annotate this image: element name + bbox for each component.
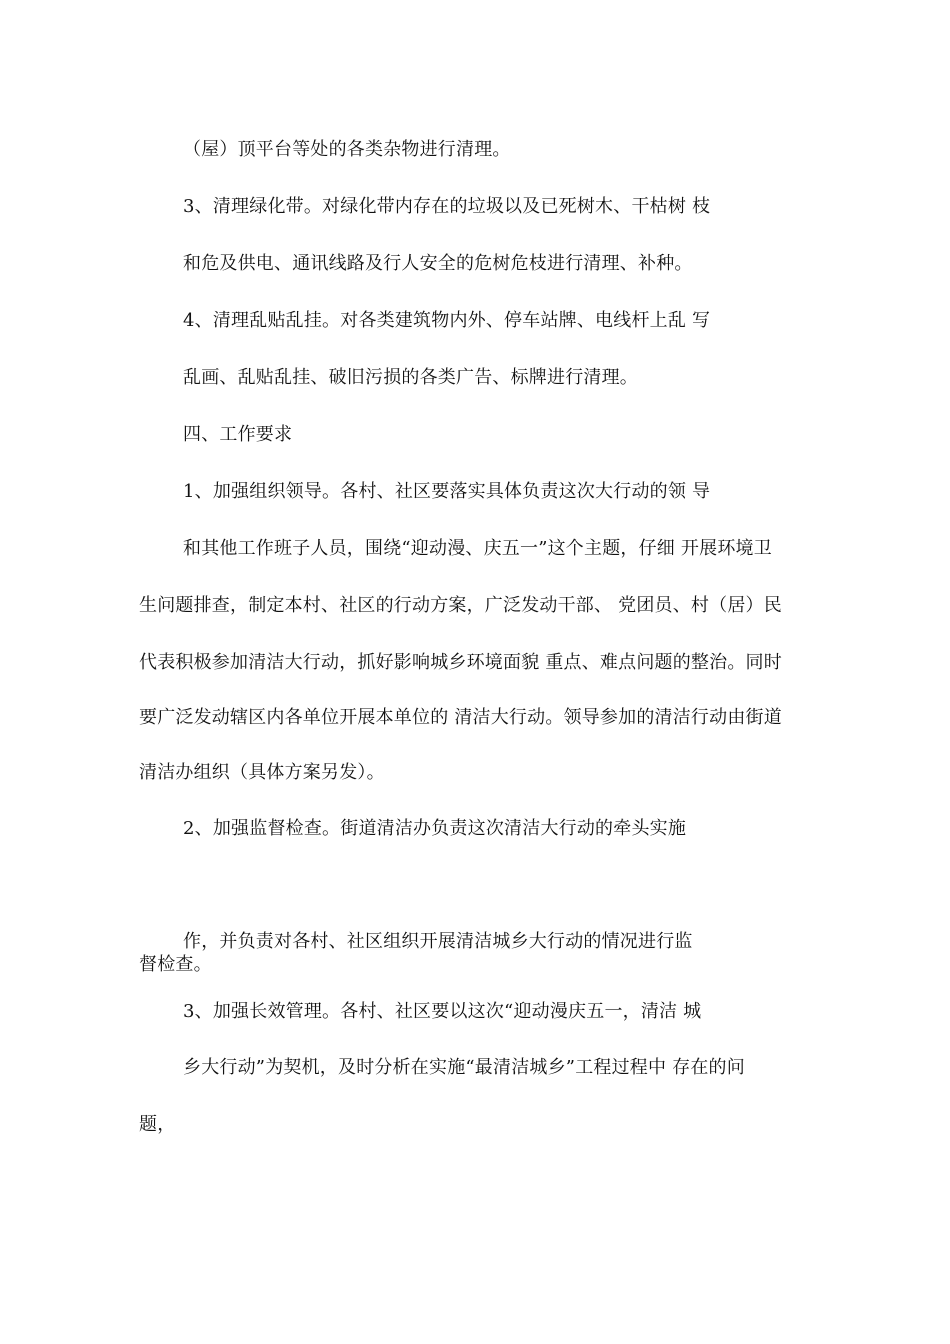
text-line: 生问题排查，制定本村、社区的行动方案，广泛发动干部、 党团员、村（居）民	[139, 595, 782, 616]
text-line: 作，并负责对各村、社区组织开展清洁城乡大行动的情况进行监	[183, 931, 693, 952]
text-line: （屋）顶平台等处的各类杂物进行清理。	[183, 139, 511, 160]
text-line: 乱画、乱贴乱挂、破旧污损的各类广告、标牌进行清理。	[183, 367, 638, 388]
text-line: 题，	[139, 1114, 176, 1135]
text-line: 代表积极参加清洁大行动，抓好影响城乡环境面貌 重点、难点问题的整治。同时	[139, 652, 782, 673]
text-line: 和其他工作班子人员，围绕“迎动漫、庆五一”这个主题，仔细 开展环境卫	[183, 538, 772, 559]
text-line: 4、清理乱贴乱挂。对各类建筑物内外、停车站牌、电线杆上乱 写	[183, 310, 711, 331]
text-line: 2、加强监督检查。街道清洁办负责这次清洁大行动的牵头实施	[183, 818, 687, 839]
section-heading: 四、工作要求	[183, 424, 293, 445]
text-line: 要广泛发动辖区内各单位开展本单位的 清洁大行动。领导参加的清洁行动由街道	[139, 707, 782, 728]
text-line: 3、加强长效管理。各村、社区要以这次“迎动漫庆五一，清洁 城	[183, 1001, 702, 1022]
text-line: 和危及供电、通讯线路及行人安全的危树危枝进行清理、补种。	[183, 253, 693, 274]
text-line: 3、清理绿化带。对绿化带内存在的垃圾以及已死树木、干枯树 枝	[183, 196, 711, 217]
text-line: 清洁办组织（具体方案另发）。	[139, 762, 385, 783]
text-line: 1、加强组织领导。各村、社区要落实具体负责这次大行动的领 导	[183, 481, 711, 502]
text-line: 乡大行动”为契机，及时分析在实施“最清洁城乡”工程过程中 存在的问	[183, 1057, 745, 1078]
text-line: 督检查。	[139, 954, 212, 975]
